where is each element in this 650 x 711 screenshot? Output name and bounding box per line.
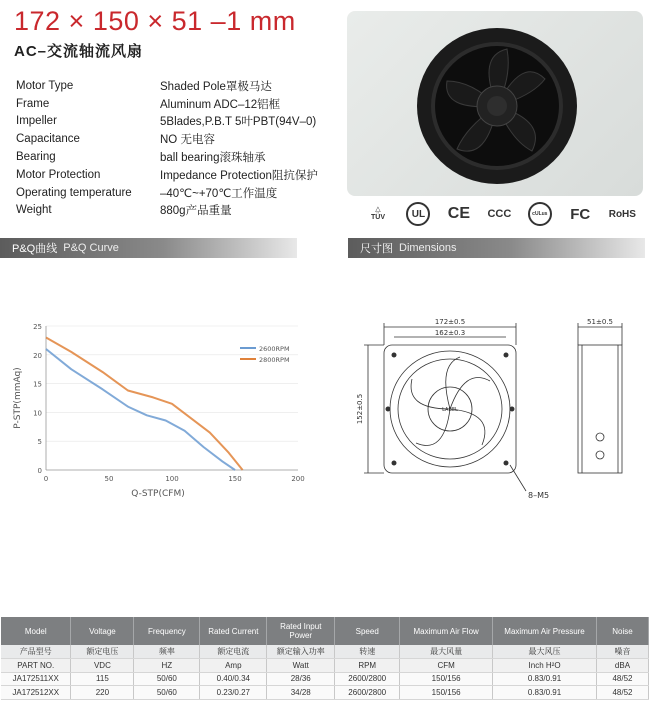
- series-line-2600rpm: [46, 349, 235, 470]
- dimension-drawing: [350, 305, 650, 515]
- series-line-2800rpm: [46, 338, 243, 471]
- y-tick-label: 10: [33, 409, 42, 418]
- spec-key: Motor Type: [16, 79, 74, 92]
- table-cell: 28/36: [267, 672, 335, 686]
- dimension-width: 172±0.5: [434, 318, 466, 326]
- y-tick-label: 15: [33, 380, 42, 389]
- ce-icon: CE: [447, 205, 471, 222]
- table-cell: 额定输入功率: [267, 645, 335, 659]
- spec-row: [16, 184, 356, 202]
- spec-value: Impedance Protection阻抗保护: [160, 169, 318, 182]
- spec-key: Impeller: [16, 115, 57, 128]
- spec-table: [1, 617, 649, 700]
- table-header: Noise: [596, 617, 648, 645]
- spec-row: [16, 148, 356, 166]
- table-header: Maximum Air Pressure: [493, 617, 597, 645]
- table-cell: RPM: [335, 659, 400, 673]
- table-header: Maximum Air Flow: [400, 617, 493, 645]
- spec-value: ball bearing滚珠轴承: [160, 152, 266, 165]
- table-cell: 0.23/0.27: [200, 686, 267, 700]
- spec-key: Capacitance: [16, 133, 80, 146]
- table-cell: 2600/2800: [335, 672, 400, 686]
- table-header: Frequency: [134, 617, 200, 645]
- dimension-holes: 8–M5: [528, 491, 550, 500]
- x-tick-label: 150: [228, 475, 242, 483]
- table-header: Speed: [335, 617, 400, 645]
- spec-value: 5Blades,P.B.T 5叶PBT(94V–0): [160, 116, 317, 129]
- spec-key: Bearing: [16, 151, 56, 164]
- certification-logos: [366, 200, 636, 228]
- spec-row: [16, 77, 356, 95]
- spec-row: [16, 166, 356, 184]
- table-cell: VDC: [71, 659, 134, 673]
- hub-label: LABEL: [442, 407, 458, 413]
- x-axis-label: Q-STP(CFM): [131, 489, 185, 499]
- table-row: [1, 686, 649, 700]
- spec-list: [16, 77, 356, 219]
- y-tick-label: 5: [37, 438, 42, 447]
- section-title-cn: P&Q曲线: [12, 243, 58, 255]
- spec-key: Operating temperature: [16, 186, 132, 199]
- table-cell: 额定电流: [200, 645, 267, 659]
- table-cell: 频率: [134, 645, 200, 659]
- fan-photo: [347, 11, 643, 196]
- table-cell: 最大风压: [493, 645, 597, 659]
- table-cell: 150/156: [400, 672, 493, 686]
- x-tick-label: 0: [43, 475, 49, 483]
- spec-row: [16, 113, 356, 131]
- table-header: Rated Current: [200, 617, 267, 645]
- culus-icon: cULus: [528, 202, 552, 226]
- page-subtitle: AC–交流轴流风扇: [14, 43, 144, 60]
- table-cell: Inch H²O: [493, 659, 597, 673]
- table-cell: 最大风量: [400, 645, 493, 659]
- section-title-en: Dimensions: [399, 242, 457, 254]
- legend-label: 2800RPM: [259, 356, 290, 364]
- x-tick-label: 50: [104, 475, 114, 483]
- dimension-depth: 51±0.5: [587, 318, 613, 326]
- tuv-icon: △ TÜV: [371, 206, 385, 221]
- table-row: [1, 672, 649, 686]
- table-cell: PART NO.: [1, 659, 71, 673]
- spec-key: Motor Protection: [16, 168, 101, 181]
- table-cell: HZ: [134, 659, 200, 673]
- table-cell: dBA: [596, 659, 648, 673]
- spec-key: Frame: [16, 97, 50, 110]
- table-cell: 0.83/0.91: [493, 672, 597, 686]
- table-cell: Watt: [267, 659, 335, 673]
- spec-row: [16, 202, 356, 220]
- table-cell: 115: [71, 672, 134, 686]
- y-tick-label: 0: [37, 467, 42, 475]
- legend-label: 2600RPM: [259, 345, 290, 353]
- table-cell: 50/60: [134, 686, 200, 700]
- rohs-icon: RoHS: [608, 208, 636, 220]
- cert-label: TÜV: [371, 214, 385, 221]
- table-cell: 产品型号: [1, 645, 71, 659]
- section-title-en: P&Q Curve: [63, 242, 119, 254]
- spec-key: Weight: [16, 204, 52, 217]
- table-cell: 220: [71, 686, 134, 700]
- table-cell: CFM: [400, 659, 493, 673]
- ccc-icon: CCC: [487, 208, 512, 220]
- dimension-height: 152±0.5: [356, 393, 364, 425]
- table-cell: 0.83/0.91: [493, 686, 597, 700]
- pq-curve-chart: [0, 310, 320, 510]
- dimension-inner-width: 162±0.3: [434, 329, 466, 337]
- fan-illustration: [347, 11, 643, 196]
- table-row: [1, 645, 649, 659]
- spec-value: NO 无电容: [160, 134, 215, 147]
- table-header: Voltage: [71, 617, 134, 645]
- y-axis-label: P-STP(mmAq): [13, 367, 23, 429]
- spec-value: 880g产品重量: [160, 205, 232, 218]
- table-cell: JA172512XX: [1, 686, 71, 700]
- table-cell: 转速: [335, 645, 400, 659]
- table-cell: JA172511XX: [1, 672, 71, 686]
- table-header: Model: [1, 617, 71, 645]
- table-header-row: [1, 617, 649, 645]
- x-tick-label: 200: [291, 475, 305, 483]
- table-cell: 48/52: [596, 686, 648, 700]
- table-cell: 额定电压: [71, 645, 134, 659]
- section-title-cn: 尺寸图: [360, 243, 393, 255]
- spec-value: –40℃~+70℃工作温度: [160, 187, 278, 200]
- spec-value: Aluminum ADC–12铝框: [160, 98, 281, 111]
- table-cell: Amp: [200, 659, 267, 673]
- y-tick-label: 25: [33, 323, 42, 331]
- fc-icon: FC: [570, 205, 591, 223]
- spec-row: [16, 95, 356, 113]
- page-title: 172 × 150 × 51 –1 mm: [14, 6, 296, 36]
- spec-row: [16, 130, 356, 148]
- table-cell: 噪音: [596, 645, 648, 659]
- ul-icon: UL: [406, 202, 430, 226]
- table-cell: 150/156: [400, 686, 493, 700]
- x-tick-label: 100: [165, 475, 179, 483]
- table-cell: 48/52: [596, 672, 648, 686]
- table-cell: 34/28: [267, 686, 335, 700]
- table-cell: 2600/2800: [335, 686, 400, 700]
- dimensions-header: [348, 238, 645, 258]
- spec-value: Shaded Pole罩极马达: [160, 80, 272, 93]
- table-cell: 0.40/0.34: [200, 672, 267, 686]
- table-cell: 50/60: [134, 672, 200, 686]
- y-tick-label: 20: [33, 351, 42, 360]
- table-header: Rated Input Power: [267, 617, 335, 645]
- pq-curve-header: [0, 238, 297, 258]
- table-row: [1, 659, 649, 673]
